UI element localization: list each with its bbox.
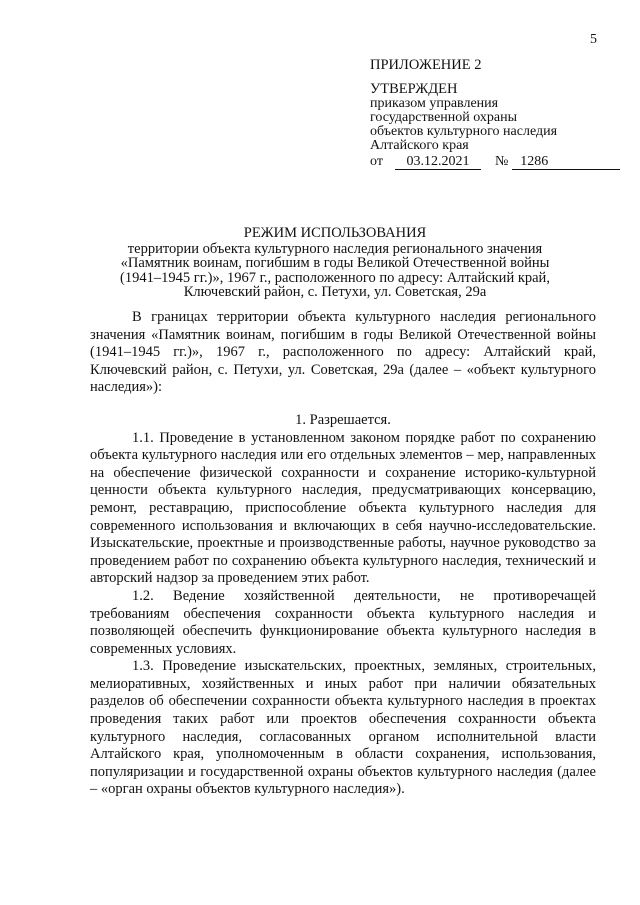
title-line: (1941–1945 гг.)», 1967 г., расположенного по адресу: Алтайский край,	[120, 269, 550, 286]
approval-line: государственной охраны	[370, 110, 518, 125]
title-line: территории объекта культурного наследия регионального значения	[127, 240, 543, 257]
title-line: «Памятник воинам, погибшим в годы Великой Отечественной войны	[120, 255, 550, 271]
clause-1-1: 1.1. Проведение в установленном законом порядке работ по сохранению объекта культурного наследия или его отдельных элементов – мер, направленных на обеспечение физической сохранности и сохранение историко-культурной ценности объекта культурного наследия, предусматривающих консервацию, ремонт, реставрацию, приспособление объекта культурного наследия для современного использования и включающих в себя научно-исследовательские. Изыскательские, проектные и производственные работы, научное руководство за проведением работ по сохранению объекта культурного наследия, технический и авторский надзор за проведением этих работ.	[90, 429, 596, 587]
clause-1-2: 1.2. Ведение хозяйственной деятельности, не противоречащей требованиям обеспечения сохранности объекта культурного наследия и позволяющей обеспечить функционирование объекта культурного наследия в современных условиях.	[90, 587, 596, 657]
approval-line: Алтайского края	[370, 138, 469, 153]
title-line: Ключевский район, с. Петухи, ул. Советская, 29а	[183, 284, 487, 300]
order-date: 03.12.2021	[395, 155, 481, 170]
order-number: 1286	[512, 155, 620, 170]
section-heading: 1. Разрешается.	[295, 411, 391, 428]
order-date-number	[370, 155, 620, 170]
document-title	[90, 226, 580, 300]
intro-paragraph: В границах территории объекта культурного наследия регионального значения «Памятник воинам, погибшим в годы Великой Отечественной войны (1941–1945 гг.)», 1967 г., расположенного по адресу: Алтайский край, Ключевский район, с. Петухи, ул. Советская, 29а (далее – «объект культурного наследия»):	[90, 309, 596, 396]
document-body	[90, 309, 596, 799]
from-label: от	[370, 154, 383, 169]
number-label: №	[494, 154, 509, 169]
appendix-label: ПРИЛОЖЕНИЕ 2	[370, 57, 482, 73]
approved-label: УТВЕРЖДЕН	[370, 81, 458, 97]
page-number: 5	[590, 32, 597, 47]
approval-line: объектов культурного наследия	[370, 124, 558, 139]
clause-1-3: 1.3. Проведение изыскательских, проектных, земляных, строительных, мелиоративных, хозяйственных и иных работ при наличии обязательных разделов об обеспечении сохранности объекта культурного наследия в проектах проведения таких работ или проектов обеспечения сохранности объекта культурного наследия, согласованных органом исполнительной власти Алтайского края, уполномоченным в области сохранения, использования, популяризации и государственной охраны объектов культурного наследия (далее – «орган охраны объектов культурного наследия»).	[90, 658, 596, 798]
approval-block	[370, 58, 620, 170]
title-heading: РЕЖИМ ИСПОЛЬЗОВАНИЯ	[243, 225, 427, 241]
approval-line: приказом управления	[370, 96, 499, 111]
